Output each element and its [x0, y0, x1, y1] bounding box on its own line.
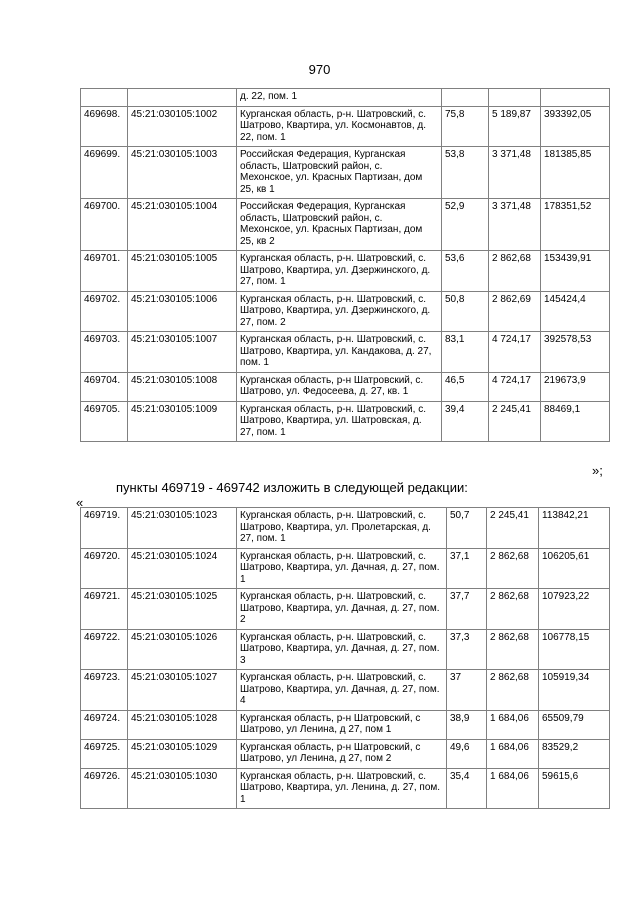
unit-price-cell: 2 862,69 — [489, 291, 541, 332]
cadastral-number-cell: 45:21:030105:1004 — [128, 199, 237, 251]
table-row — [81, 710, 610, 739]
cadastral-value-cell: 106205,61 — [539, 548, 610, 589]
cadastral-value-cell: 178351,52 — [541, 199, 610, 251]
cadastral-number-cell: 45:21:030105:1028 — [128, 710, 237, 739]
area-cell — [442, 89, 489, 107]
area-cell: 83,1 — [442, 332, 489, 373]
cadastral-number-cell: 45:21:030105:1007 — [128, 332, 237, 373]
unit-price-cell: 2 862,68 — [487, 629, 539, 670]
area-cell: 35,4 — [447, 768, 487, 809]
table-row — [81, 372, 610, 401]
cadastral-number-cell: 45:21:030105:1002 — [128, 106, 237, 147]
table-row — [81, 291, 610, 332]
address-cell: Курганская область, р-н. Шатровский, с. Шатрово, Квартира, ул. Ленина, д. 27, пом. 1 — [237, 768, 447, 809]
table-row — [81, 251, 610, 292]
unit-price-cell: 4 724,17 — [489, 372, 541, 401]
area-cell: 46,5 — [442, 372, 489, 401]
cadastral-value-cell: 145424,4 — [541, 291, 610, 332]
table-row — [81, 768, 610, 809]
row-number-cell: 469700. — [81, 199, 128, 251]
unit-price-cell: 2 245,41 — [489, 401, 541, 442]
cadastral-number-cell: 45:21:030105:1005 — [128, 251, 237, 292]
table-row — [81, 89, 610, 107]
row-number-cell: 469721. — [81, 589, 128, 630]
address-cell: Курганская область, р-н. Шатровский, с. Шатрово, Квартира, ул. Кандакова, д. 27, пом. 1 — [237, 332, 442, 373]
unit-price-cell: 1 684,06 — [487, 768, 539, 809]
unit-price-cell: 1 684,06 — [487, 710, 539, 739]
unit-price-cell: 3 371,48 — [489, 147, 541, 199]
address-cell: Курганская область, р-н Шатровский, с Шатрово, ул Ленина, д 27, пом 2 — [237, 739, 447, 768]
cadastral-number-cell: 45:21:030105:1027 — [128, 670, 237, 711]
cadastral-number-cell: 45:21:030105:1006 — [128, 291, 237, 332]
property-table-bottom — [80, 507, 610, 809]
area-cell: 50,8 — [442, 291, 489, 332]
unit-price-cell: 3 371,48 — [489, 199, 541, 251]
unit-price-cell: 1 684,06 — [487, 739, 539, 768]
table-row — [81, 739, 610, 768]
area-cell: 53,6 — [442, 251, 489, 292]
area-cell: 37,3 — [447, 629, 487, 670]
address-cell: Курганская область, р-н Шатровский, с Шатрово, ул Ленина, д 27, пом 1 — [237, 710, 447, 739]
address-cell: Курганская область, р-н. Шатровский, с. Шатрово, Квартира, ул. Дачная, д. 27, пом. 1 — [237, 548, 447, 589]
unit-price-cell: 4 724,17 — [489, 332, 541, 373]
unit-price-cell: 5 189,87 — [489, 106, 541, 147]
cadastral-number-cell: 45:21:030105:1024 — [128, 548, 237, 589]
table-row — [81, 629, 610, 670]
cadastral-value-cell: 153439,91 — [541, 251, 610, 292]
property-table-top — [80, 88, 610, 442]
cadastral-value-cell: 181385,85 — [541, 147, 610, 199]
cadastral-number-cell: 45:21:030105:1008 — [128, 372, 237, 401]
row-number-cell: 469698. — [81, 106, 128, 147]
address-cell: д. 22, пом. 1 — [237, 89, 442, 107]
unit-price-cell: 2 245,41 — [487, 508, 539, 549]
row-number-cell: 469723. — [81, 670, 128, 711]
address-cell: Курганская область, р-н. Шатровский, с. Шатрово, Квартира, ул. Дзержинского, д. 27, пом. 2 — [237, 291, 442, 332]
area-cell: 52,9 — [442, 199, 489, 251]
row-number-cell: 469719. — [81, 508, 128, 549]
address-cell: Курганская область, р-н. Шатровский, с. Шатрово, Квартира, ул. Дачная, д. 27, пом. 3 — [237, 629, 447, 670]
area-cell: 39,4 — [442, 401, 489, 442]
row-number-cell: 469703. — [81, 332, 128, 373]
cadastral-number-cell: 45:21:030105:1029 — [128, 739, 237, 768]
cadastral-value-cell: 59615,6 — [539, 768, 610, 809]
cadastral-value-cell: 65509,79 — [539, 710, 610, 739]
cadastral-number-cell: 45:21:030105:1026 — [128, 629, 237, 670]
cadastral-value-cell: 83529,2 — [539, 739, 610, 768]
row-number-cell: 469720. — [81, 548, 128, 589]
row-number-cell: 469701. — [81, 251, 128, 292]
area-cell: 37 — [447, 670, 487, 711]
table-row — [81, 508, 610, 549]
amendment-instruction: пункты 469719 - 469742 изложить в следующей редакции: — [116, 480, 468, 495]
cadastral-number-cell — [128, 89, 237, 107]
address-cell: Российская Федерация, Курганская область, Шатровский район, с. Мехонское, ул. Красных Партизан, дом 25, кв 2 — [237, 199, 442, 251]
row-number-cell: 469725. — [81, 739, 128, 768]
unit-price-cell: 2 862,68 — [487, 589, 539, 630]
table-row — [81, 332, 610, 373]
row-number-cell — [81, 89, 128, 107]
cadastral-value-cell — [541, 89, 610, 107]
cadastral-value-cell: 105919,34 — [539, 670, 610, 711]
area-cell: 38,9 — [447, 710, 487, 739]
row-number-cell: 469704. — [81, 372, 128, 401]
cadastral-number-cell: 45:21:030105:1025 — [128, 589, 237, 630]
area-cell: 53,8 — [442, 147, 489, 199]
address-cell: Курганская область, р-н Шатровский, с. Шатрово, ул. Федосеева, д. 27, кв. 1 — [237, 372, 442, 401]
table-row — [81, 401, 610, 442]
cadastral-value-cell: 392578,53 — [541, 332, 610, 373]
address-cell: Курганская область, р-н. Шатровский, с. Шатрово, Квартира, ул. Космонавтов, д. 22, пом. 1 — [237, 106, 442, 147]
table-row — [81, 199, 610, 251]
page-number: 970 — [308, 62, 331, 77]
address-cell: Курганская область, р-н. Шатровский, с. Шатрово, Квартира, ул. Дачная, д. 27, пом. 4 — [237, 670, 447, 711]
area-cell: 37,1 — [447, 548, 487, 589]
address-cell: Курганская область, р-н. Шатровский, с. Шатрово, Квартира, ул. Дзержинского, д. 27, пом. 1 — [237, 251, 442, 292]
table-row — [81, 589, 610, 630]
area-cell: 37,7 — [447, 589, 487, 630]
opening-quote: « — [76, 495, 84, 510]
cadastral-value-cell: 88469,1 — [541, 401, 610, 442]
unit-price-cell: 2 862,68 — [489, 251, 541, 292]
row-number-cell: 469705. — [81, 401, 128, 442]
unit-price-cell: 2 862,68 — [487, 548, 539, 589]
address-cell: Курганская область, р-н. Шатровский, с. Шатрово, Квартира, ул. Шатровская, д. 27, пом. 1 — [237, 401, 442, 442]
cadastral-value-cell: 219673,9 — [541, 372, 610, 401]
cadastral-number-cell: 45:21:030105:1023 — [128, 508, 237, 549]
cadastral-number-cell: 45:21:030105:1009 — [128, 401, 237, 442]
unit-price-cell: 2 862,68 — [487, 670, 539, 711]
row-number-cell: 469724. — [81, 710, 128, 739]
table-row — [81, 670, 610, 711]
cadastral-value-cell: 106778,15 — [539, 629, 610, 670]
row-number-cell: 469699. — [81, 147, 128, 199]
table-row — [81, 106, 610, 147]
table-row — [81, 147, 610, 199]
closing-quote: »; — [592, 463, 603, 478]
area-cell: 49,6 — [447, 739, 487, 768]
address-cell: Курганская область, р-н. Шатровский, с. Шатрово, Квартира, ул. Дачная, д. 27, пом. 2 — [237, 589, 447, 630]
address-cell: Российская Федерация, Курганская область, Шатровский район, с. Мехонское, ул. Красных Партизан, дом 25, кв 1 — [237, 147, 442, 199]
property-table-top-body — [81, 89, 610, 442]
cadastral-number-cell: 45:21:030105:1003 — [128, 147, 237, 199]
table-row — [81, 548, 610, 589]
row-number-cell: 469722. — [81, 629, 128, 670]
address-cell: Курганская область, р-н. Шатровский, с. Шатрово, Квартира, ул. Пролетарская, д. 27, пом. 1 — [237, 508, 447, 549]
cadastral-number-cell: 45:21:030105:1030 — [128, 768, 237, 809]
row-number-cell: 469702. — [81, 291, 128, 332]
property-table-bottom-body — [81, 508, 610, 809]
unit-price-cell — [489, 89, 541, 107]
area-cell: 50,7 — [447, 508, 487, 549]
cadastral-value-cell: 393392,05 — [541, 106, 610, 147]
cadastral-value-cell: 107923,22 — [539, 589, 610, 630]
area-cell: 75,8 — [442, 106, 489, 147]
cadastral-value-cell: 113842,21 — [539, 508, 610, 549]
row-number-cell: 469726. — [81, 768, 128, 809]
